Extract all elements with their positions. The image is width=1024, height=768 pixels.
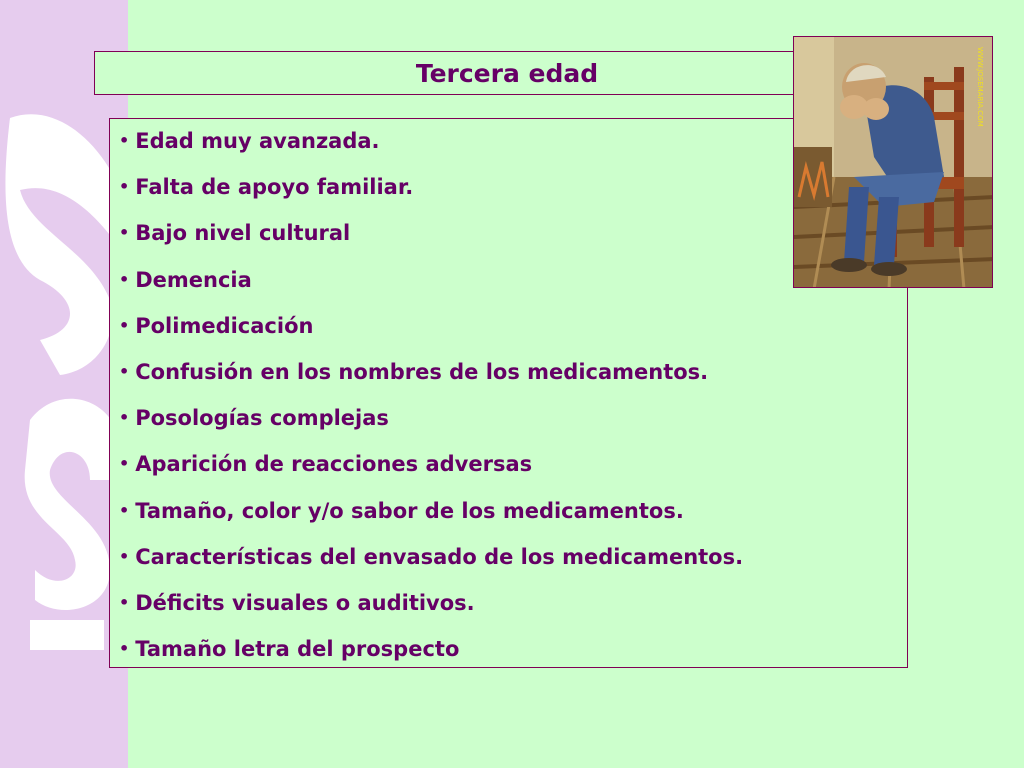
content-box	[109, 118, 908, 668]
bullet-dot-icon: •	[119, 269, 130, 289]
bullet-list	[110, 119, 907, 679]
bullet-dot-icon: •	[119, 315, 130, 335]
bullet-dot-icon: •	[119, 454, 130, 474]
bullet-dot-icon: •	[119, 546, 130, 566]
list-item: • Falta de apoyo familiar.	[119, 175, 414, 200]
list-item: • Tamaño letra del prospecto	[119, 637, 460, 662]
bullet-dot-icon: •	[119, 592, 130, 612]
bullet-dot-icon: •	[119, 131, 130, 150]
list-item: • Demencia	[119, 267, 252, 292]
list-item: • Edad muy avanzada.	[119, 129, 380, 153]
list-item: • Confusión en los nombres de los medicamentos.	[119, 359, 709, 384]
bullet-dot-icon: •	[119, 223, 130, 243]
watermark-text: WWW.JOSEMARIA.COM	[976, 47, 984, 127]
bullet-dot-icon: •	[119, 177, 130, 197]
slide-title: Tercera edad	[415, 58, 599, 88]
elderly-man-painting	[794, 37, 993, 288]
list-item: • Déficits visuales o auditivos.	[119, 590, 475, 615]
list-item: • Polimedicación	[119, 313, 314, 338]
bullet-dot-icon: •	[119, 408, 130, 428]
list-item: • Aparición de reacciones adversas	[119, 452, 533, 477]
title-box	[94, 51, 832, 95]
list-item: • Características del envasado de los medicamentos.	[119, 544, 744, 569]
painting-image	[793, 36, 993, 288]
bullet-dot-icon: •	[119, 361, 130, 381]
list-item: • Bajo nivel cultural	[119, 221, 351, 246]
list-item: • Posologías complejas	[119, 406, 389, 431]
list-item: • Tamaño, color y/o sabor de los medicamentos.	[119, 498, 684, 523]
bullet-dot-icon: •	[119, 500, 130, 520]
bullet-dot-icon: •	[119, 639, 130, 659]
